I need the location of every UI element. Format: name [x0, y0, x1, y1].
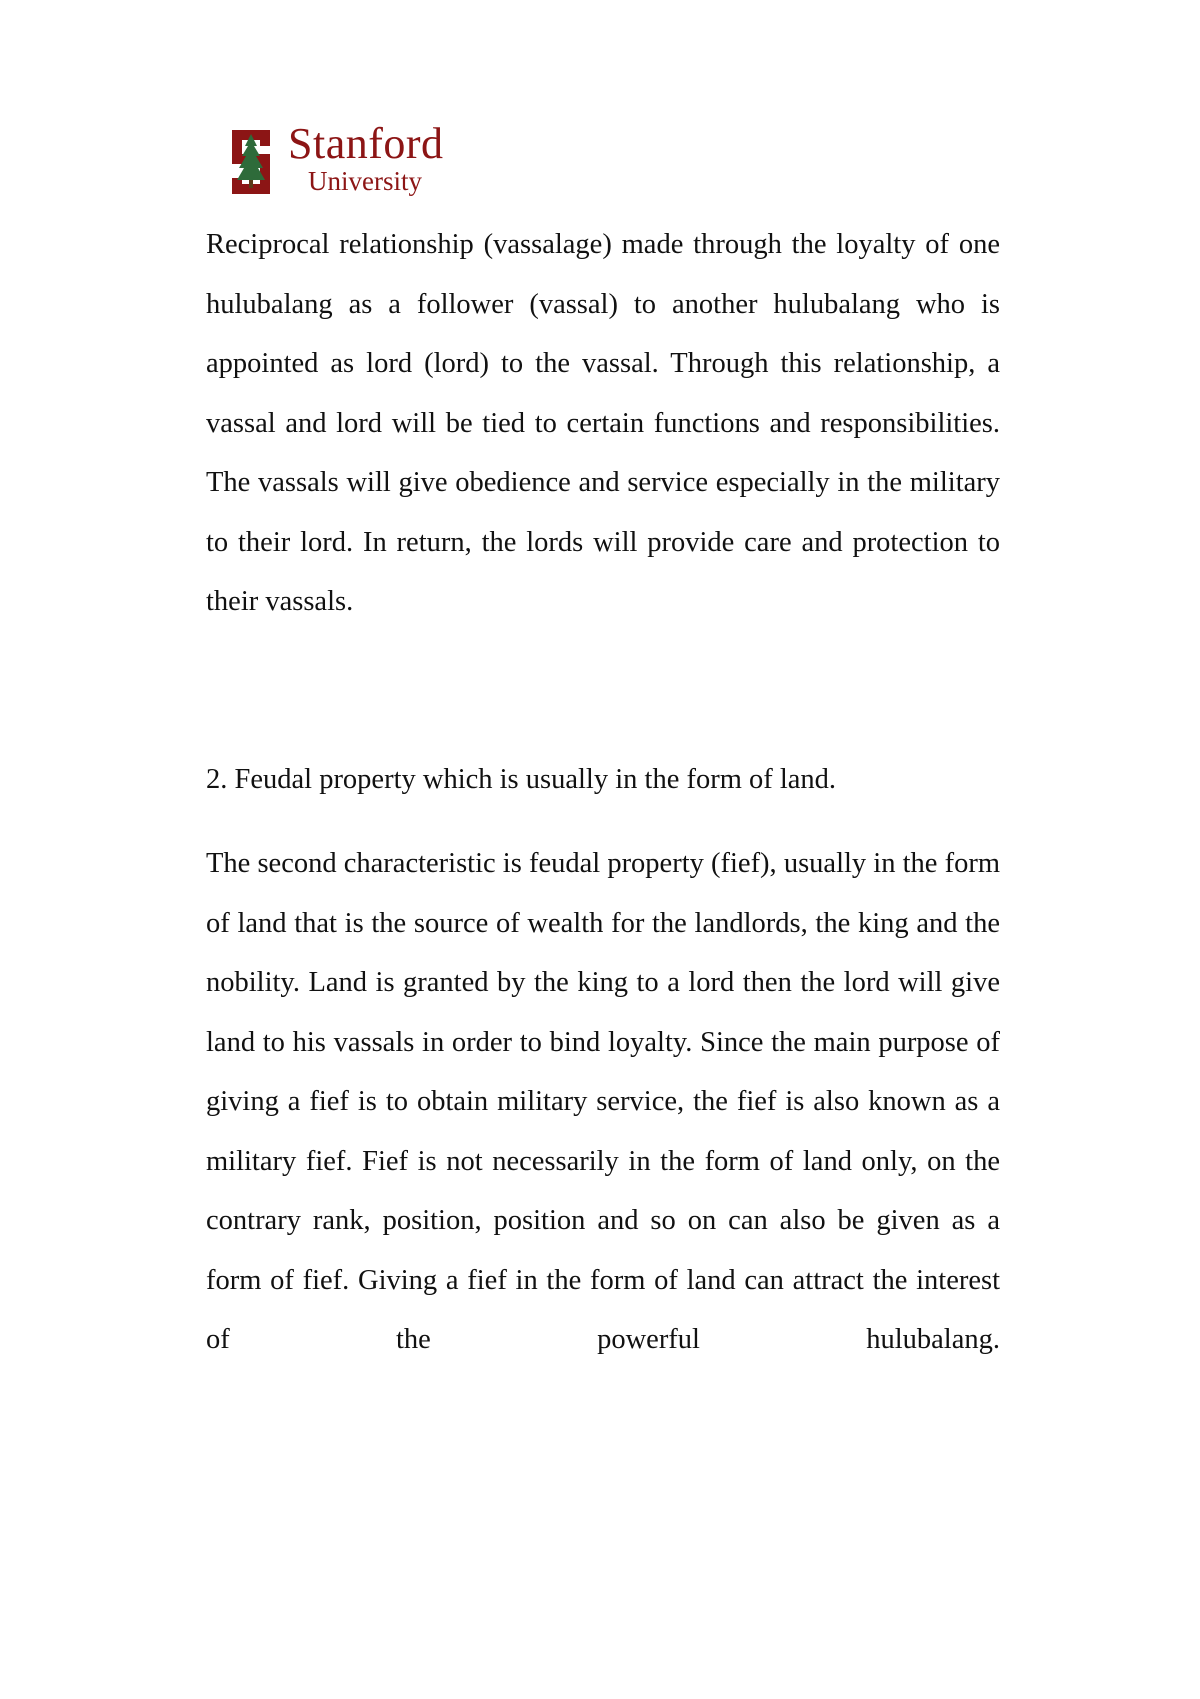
logo-university-text: University — [308, 166, 422, 196]
document-body — [206, 215, 1000, 1370]
paragraph-vassalage: Reciprocal relationship (vassalage) made through the loyalty of one hulubalang as a follower (vassal) to another hulubalang who is appointed as lord (lord) to the vassal. Through this relationship, a vassal and lord will be tied to certain functions and responsibilities. The vassals will give obedience and service especially in the military to their lord. In return, the lords will provide care and protection to their vassals. — [206, 229, 1000, 617]
section-heading-feudal-property: 2. Feudal property which is usually in the form of land. — [206, 763, 837, 795]
stanford-logo — [226, 119, 444, 202]
stanford-tree-icon — [226, 126, 276, 198]
paragraph-fief: The second characteristic is feudal property (fief), usually in the form of land that is the source of wealth for the landlords, the king and the nobility. Land is granted by the king to a lord then the lord will give land to his vassals in order to bind loyalty. Since the main purpose of giving a fief is to obtain military service, the fief is also known as a military fief. Fief is not necessarily in the form of land only, on the contrary rank, position, position and so on can also be given as a form of fief. Giving a fief in the form of land can attract the interest of the powerful hulubalang. — [206, 848, 1000, 1355]
logo-stanford-text: Stanford — [288, 119, 444, 168]
